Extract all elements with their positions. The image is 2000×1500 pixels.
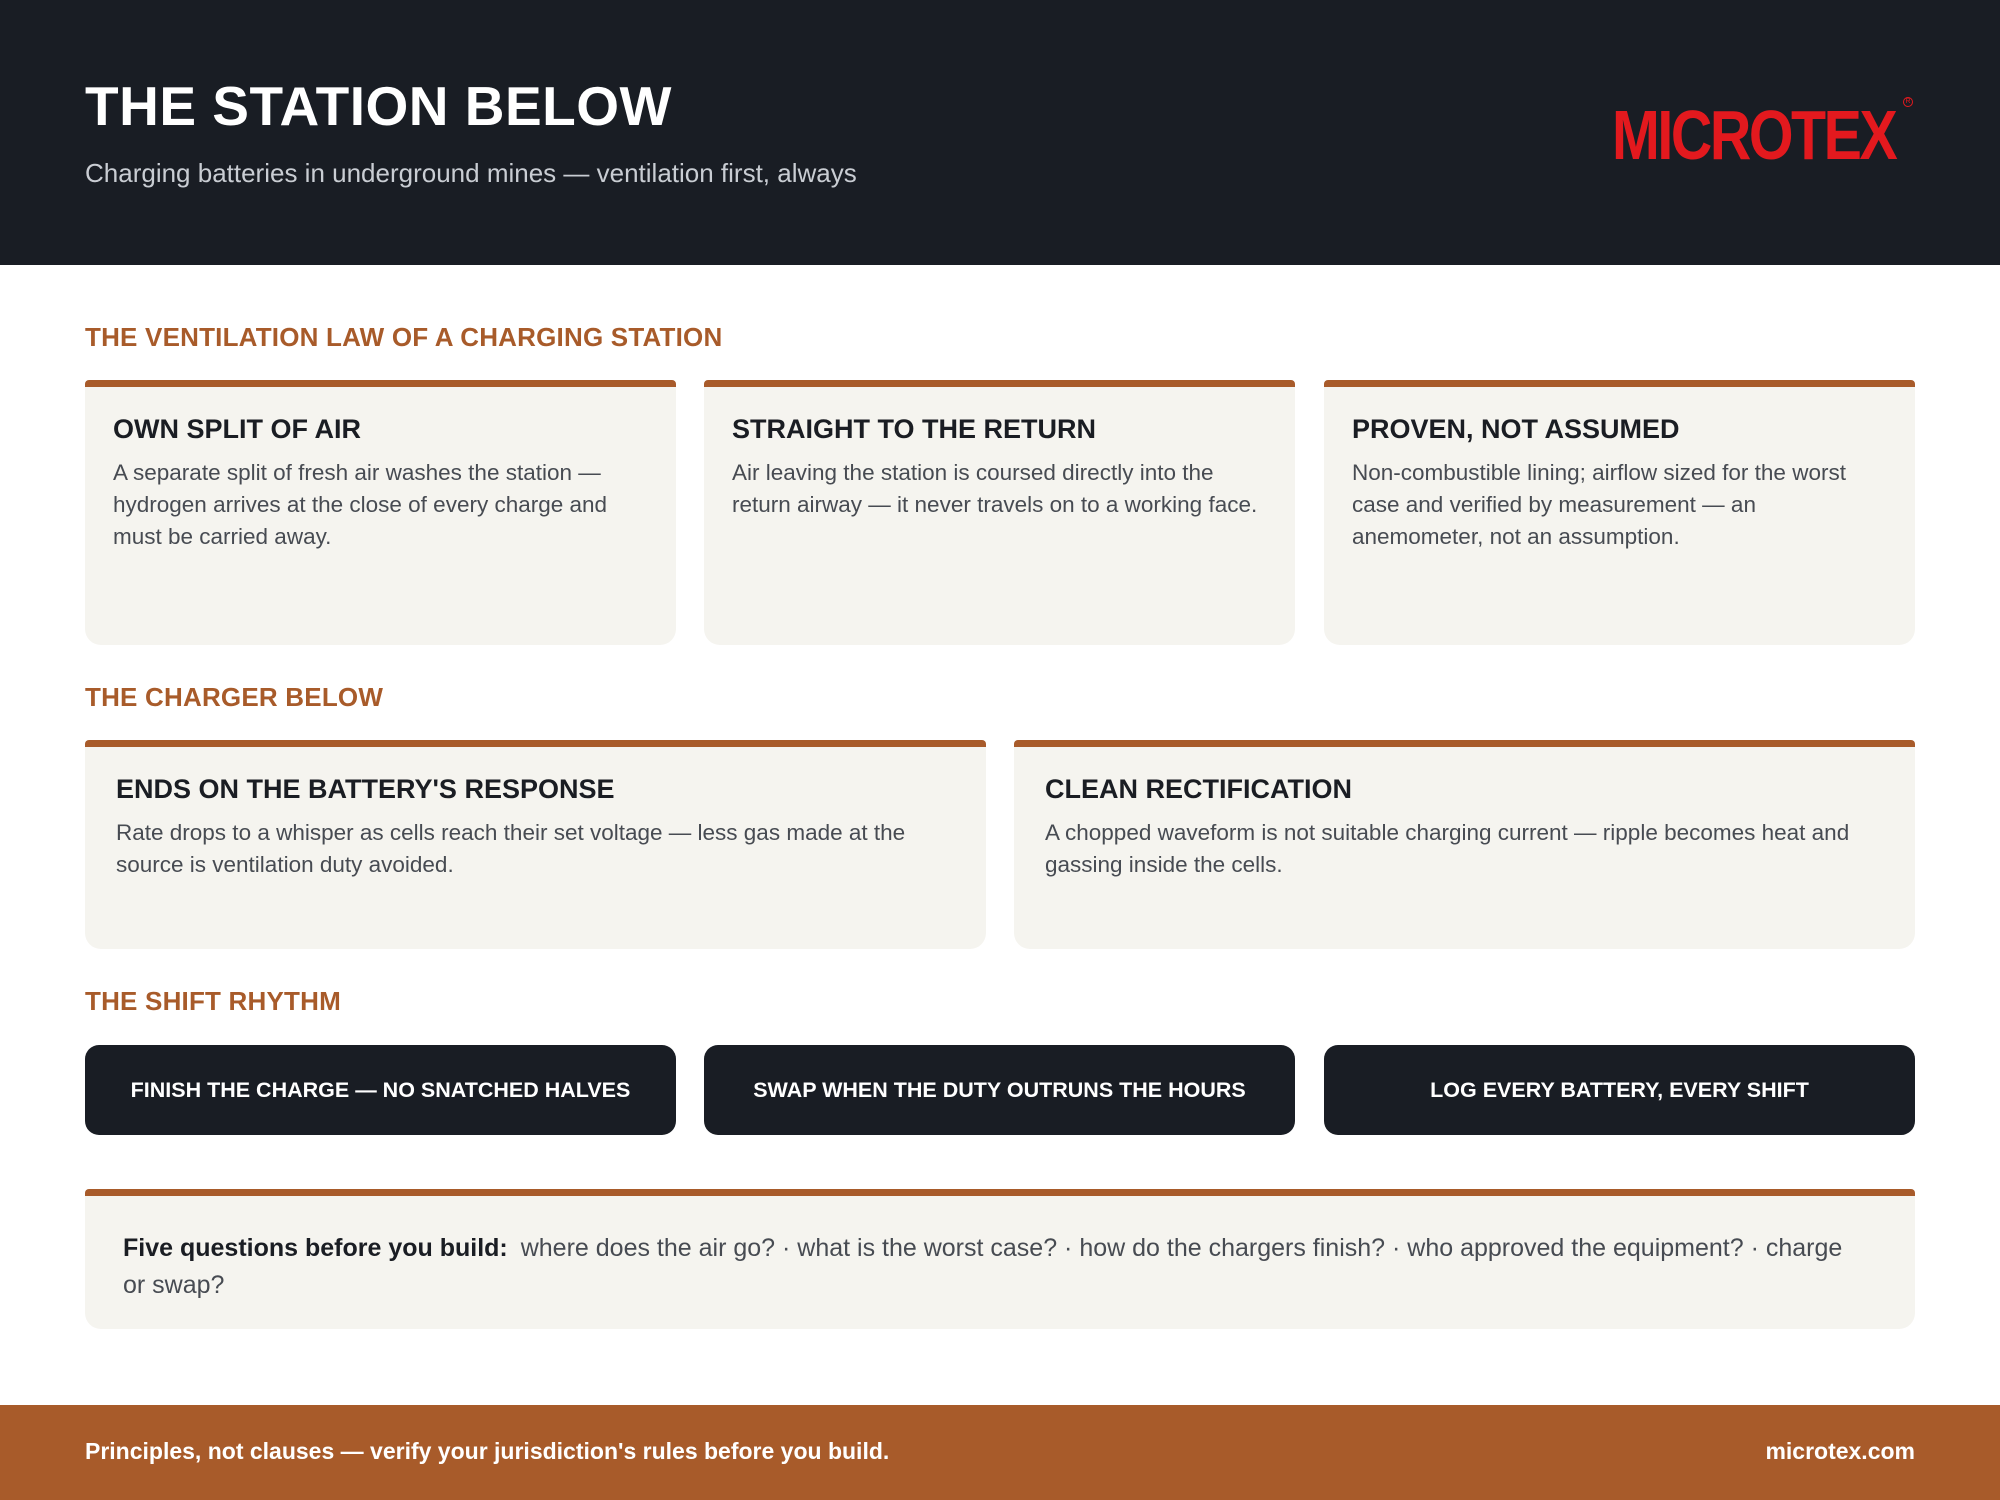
card-title: OWN SPLIT OF AIR: [113, 414, 361, 444]
footer-bar: [0, 1405, 2000, 1500]
section-title-charger: THE CHARGER BELOW: [85, 682, 384, 712]
card-proven-not-assumed: [1324, 380, 1915, 645]
questions-lead: Five questions before you build:: [123, 1234, 508, 1262]
shift-item-log: LOG EVERY BATTERY, EVERY SHIFT: [1324, 1045, 1915, 1135]
card-title: STRAIGHT TO THE RETURN: [732, 414, 1096, 444]
card-title: ENDS ON THE BATTERY'S RESPONSE: [116, 774, 615, 804]
logo-wordmark: MICROTEX: [1612, 96, 1896, 174]
card-body: A chopped waveform is not suitable charging current — ripple becomes heat and gassing inside the cells.: [1045, 820, 1850, 877]
header-banner: [0, 0, 2000, 265]
page-subtitle: Charging batteries in underground mines — ventilation first, always: [85, 158, 857, 188]
questions-text: [123, 1230, 1855, 1304]
card-title: CLEAN RECTIFICATION: [1045, 774, 1352, 804]
shift-item-finish-charge: FINISH THE CHARGE — NO SNATCHED HALVES: [85, 1045, 676, 1135]
section-title-shift: THE SHIFT RHYTHM: [85, 986, 341, 1016]
card-body: Air leaving the station is coursed directly into the return airway — it never travels on to a working face.: [732, 460, 1258, 517]
card-title: PROVEN, NOT ASSUMED: [1352, 414, 1680, 444]
footer-website-link[interactable]: microtex.com: [1765, 1438, 1915, 1464]
footer-disclaimer: Principles, not clauses — verify your jurisdiction's rules before you build.: [85, 1438, 890, 1464]
registered-mark-icon: R: [1903, 97, 1913, 107]
section-title-ventilation: THE VENTILATION LAW OF A CHARGING STATION: [85, 322, 723, 352]
questions-list: where does the air go? · what is the worst case? · how do the chargers finish? · who approved the equipment? · charge or swap?: [123, 1234, 1843, 1299]
card-battery-response: [85, 740, 986, 949]
questions-note: [85, 1189, 1915, 1329]
shift-item-swap: SWAP WHEN THE DUTY OUTRUNS THE HOURS: [704, 1045, 1295, 1135]
page-title: THE STATION BELOW: [85, 75, 672, 137]
card-own-split-of-air: [85, 380, 676, 645]
card-body: Rate drops to a whisper as cells reach their set voltage — less gas made at the source is ventilation duty avoided.: [116, 820, 906, 877]
microtex-logo: [1612, 96, 1912, 174]
card-body: Non-combustible lining; airflow sized for the worst case and verified by measurement — an anemometer, not an assumption.: [1352, 460, 1846, 549]
card-clean-rectification: [1014, 740, 1915, 949]
card-straight-to-return: [704, 380, 1295, 645]
card-body: A separate split of fresh air washes the station — hydrogen arrives at the close of every charge and must be carried away.: [113, 460, 608, 549]
